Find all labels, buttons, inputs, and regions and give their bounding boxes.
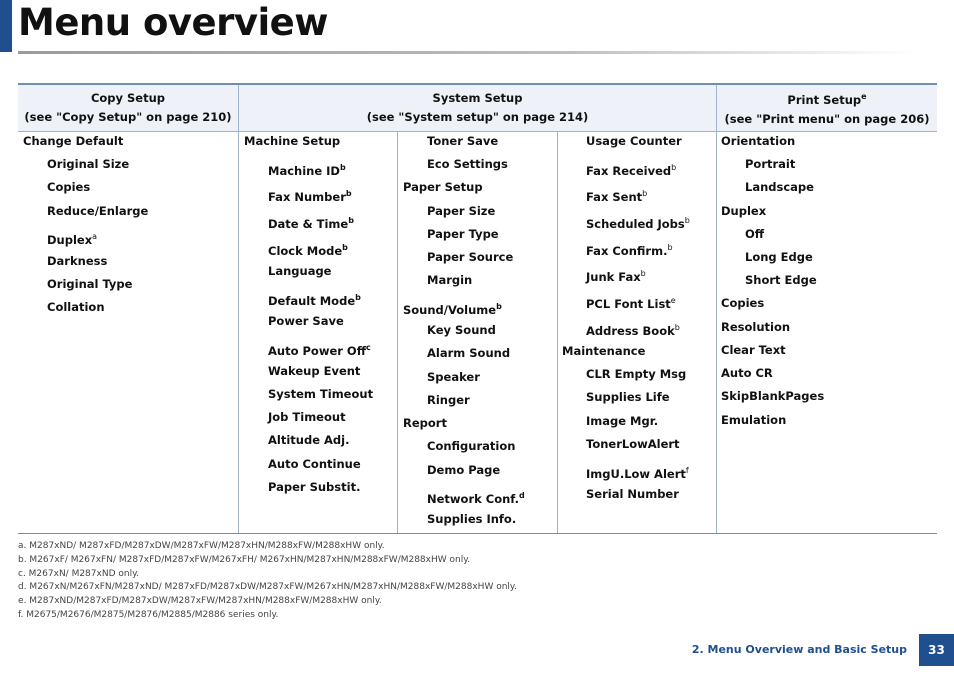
col3-menu-item bbox=[403, 416, 447, 430]
menu-item-label: Demo Page bbox=[427, 463, 501, 477]
menu-item-label: Emulation bbox=[721, 413, 787, 427]
footnote-mark: b bbox=[684, 216, 690, 225]
col1-menu-item bbox=[47, 204, 148, 218]
col2-menu-item bbox=[268, 480, 360, 494]
menu-item-label: Altitude Adj. bbox=[268, 433, 350, 447]
col4-menu-item bbox=[586, 241, 673, 258]
col4-menu-item bbox=[586, 487, 679, 501]
col5-menu-item bbox=[721, 366, 773, 380]
footnote-mark: b bbox=[496, 302, 502, 311]
footnote-mark: f bbox=[685, 466, 689, 475]
col3-menu-item bbox=[427, 250, 513, 264]
col2-menu-item bbox=[268, 433, 349, 447]
col4-menu-item bbox=[586, 390, 670, 404]
header-copy-setup-title: Copy Setup bbox=[90, 91, 166, 105]
menu-item-label: Junk Fax bbox=[586, 269, 641, 284]
footnote-mark: c bbox=[366, 343, 371, 352]
menu-item-label: Original Type bbox=[47, 277, 133, 291]
menu-item-label: Report bbox=[403, 416, 447, 430]
menu-item-label: Job Timeout bbox=[268, 410, 346, 424]
header-system-setup-ref[interactable]: (see "System setup" on page 214) bbox=[366, 110, 589, 124]
menu-item-label: Ringer bbox=[427, 393, 470, 407]
menu-item-label: Scheduled Jobs bbox=[586, 216, 685, 231]
menu-item-label: Auto Power Off bbox=[268, 343, 367, 358]
menu-item-label: Paper Substit. bbox=[268, 480, 361, 494]
footnote-mark: a bbox=[92, 232, 98, 241]
col5-menu-item bbox=[745, 273, 817, 287]
footnote-mark: e bbox=[670, 296, 676, 305]
menu-item-label: Change Default bbox=[23, 134, 124, 148]
menu-item-label: Alarm Sound bbox=[427, 346, 511, 360]
menu-item-label: Usage Counter bbox=[586, 134, 682, 148]
header-print-setup-footnote-mark: e bbox=[861, 92, 867, 102]
menu-item-label: Fax Number bbox=[268, 189, 346, 204]
header-print-setup-title-line bbox=[787, 87, 866, 110]
footnote-mark: b bbox=[345, 189, 352, 198]
col3-menu-item bbox=[403, 180, 483, 194]
column-divider bbox=[557, 131, 558, 533]
col5-menu-item bbox=[745, 250, 813, 264]
menu-item-label: Paper Setup bbox=[403, 180, 483, 194]
page-title: Menu overview bbox=[18, 1, 328, 44]
menu-item-label: Auto Continue bbox=[268, 457, 361, 471]
col5-menu-item bbox=[721, 343, 786, 357]
col4-menu-item bbox=[586, 134, 682, 148]
footnote-c: c. M267xN/ M287xND only. bbox=[18, 569, 139, 579]
col4-menu-item bbox=[586, 414, 658, 428]
col3-menu-item bbox=[427, 463, 500, 477]
col1-menu-item bbox=[47, 277, 132, 291]
menu-item-label: Off bbox=[745, 227, 765, 241]
menu-item-label: Clock Mode bbox=[268, 243, 343, 258]
footnote-f: f. M2675/M2676/M2875/M2876/M2885/M2886 series only. bbox=[18, 610, 279, 620]
menu-item-label: Supplies Life bbox=[586, 390, 670, 404]
col4-menu-item bbox=[586, 187, 647, 204]
col2-menu-item bbox=[268, 364, 360, 378]
header-copy-setup-ref[interactable]: (see "Copy Setup" on page 210) bbox=[24, 110, 232, 124]
column-divider bbox=[238, 85, 239, 533]
col3-menu-item bbox=[427, 273, 472, 287]
menu-item-label: Fax Received bbox=[586, 163, 672, 178]
menu-item-label: Machine ID bbox=[268, 163, 340, 178]
page-number: 33 bbox=[919, 634, 954, 666]
footnote-mark: b bbox=[642, 189, 648, 198]
col5-menu-item bbox=[745, 157, 795, 171]
menu-item-label: ImgU.Low Alert bbox=[586, 466, 686, 481]
menu-item-label: Maintenance bbox=[562, 344, 646, 358]
menu-item-label: TonerLowAlert bbox=[586, 437, 680, 451]
menu-item-label: Duplex bbox=[47, 232, 93, 247]
menu-item-label: Key Sound bbox=[427, 323, 496, 337]
menu-item-label: Network Conf. bbox=[427, 491, 520, 506]
col3-menu-item bbox=[427, 489, 525, 506]
footnote-mark: b bbox=[339, 163, 346, 172]
header-copy-setup bbox=[18, 85, 238, 131]
menu-item-label: SkipBlankPages bbox=[721, 389, 825, 403]
col2-menu-item bbox=[268, 241, 348, 258]
menu-item-label: Reduce/Enlarge bbox=[47, 204, 149, 218]
footnote-mark: b bbox=[342, 243, 348, 252]
col5-menu-item bbox=[721, 296, 764, 310]
menu-item-label: Portrait bbox=[745, 157, 796, 171]
menu-item-label: Paper Source bbox=[427, 250, 514, 264]
menu-item-label: Date & Time bbox=[268, 216, 349, 231]
column-divider bbox=[716, 85, 717, 533]
col1-menu-item bbox=[47, 230, 97, 247]
menu-item-label: PCL Font List bbox=[586, 296, 671, 311]
menu-item-label: Duplex bbox=[721, 204, 767, 218]
menu-item-label: Machine Setup bbox=[244, 134, 341, 148]
menu-item-label: Serial Number bbox=[586, 487, 679, 501]
col3-menu-item bbox=[427, 370, 480, 384]
col3-menu-item bbox=[427, 512, 516, 526]
menu-item-label: Configuration bbox=[427, 439, 516, 453]
menu-item-label: Speaker bbox=[427, 370, 480, 384]
col3-menu-item bbox=[427, 439, 515, 453]
menu-item-label: System Timeout bbox=[268, 387, 374, 401]
col5-menu-item bbox=[721, 389, 824, 403]
menu-item-label: Image Mgr. bbox=[586, 414, 659, 428]
menu-item-label: CLR Empty Msg bbox=[586, 367, 687, 381]
col4-menu-item bbox=[586, 267, 646, 284]
title-accent-bar bbox=[0, 0, 12, 52]
footnote-mark: b bbox=[355, 293, 361, 302]
footnote-mark: b bbox=[671, 163, 677, 172]
col2-menu-item bbox=[244, 134, 340, 148]
header-system-setup-title: System Setup bbox=[432, 91, 523, 105]
col5-menu-item bbox=[721, 413, 786, 427]
col5-menu-item bbox=[745, 180, 814, 194]
col2-menu-item bbox=[268, 161, 346, 178]
col3-menu-item bbox=[427, 346, 510, 360]
header-system-setup bbox=[239, 85, 716, 131]
menu-item-label: Sound/Volume bbox=[403, 302, 497, 317]
col3-menu-item bbox=[427, 323, 496, 337]
col4-menu-item bbox=[586, 214, 690, 231]
table-bottom-border bbox=[18, 533, 937, 534]
col4-menu-item bbox=[586, 464, 689, 481]
menu-item-label: Fax Confirm. bbox=[586, 243, 668, 258]
col3-menu-item bbox=[427, 157, 508, 171]
menu-item-label: Collation bbox=[47, 300, 105, 314]
menu-item-label: Landscape bbox=[745, 180, 814, 194]
menu-item-label: Resolution bbox=[721, 320, 791, 334]
header-print-setup bbox=[717, 85, 937, 131]
col5-menu-item bbox=[721, 134, 795, 148]
footnote-mark: b bbox=[348, 216, 354, 225]
menu-item-label: Wakeup Event bbox=[268, 364, 361, 378]
menu-item-label: Default Mode bbox=[268, 293, 356, 308]
footnote-mark: b bbox=[667, 243, 673, 252]
menu-item-label: Paper Type bbox=[427, 227, 499, 241]
col4-menu-item bbox=[586, 321, 680, 338]
col3-menu-item bbox=[427, 204, 495, 218]
header-print-setup-ref[interactable]: (see "Print menu" on page 206) bbox=[724, 111, 930, 126]
menu-item-label: Orientation bbox=[721, 134, 796, 148]
col2-menu-item bbox=[268, 387, 373, 401]
column-divider bbox=[397, 131, 398, 533]
col2-menu-item bbox=[268, 457, 361, 471]
footnote-e: e. M287xND/M287xFD/M287xDW/M287xFW/M287xHN/M288xFW/M288xHW only. bbox=[18, 596, 382, 606]
col4-menu-item bbox=[586, 294, 676, 311]
footnote-b: b. M267xF/ M267xFN/ M287xFD/M287xFW/M267xFH/ M267xHN/M287xHN/M288xFW/M288xHW only. bbox=[18, 555, 471, 565]
menu-item-label: Clear Text bbox=[721, 343, 786, 357]
menu-item-label: Address Book bbox=[586, 323, 675, 338]
col1-menu-item bbox=[47, 254, 107, 268]
title-underline bbox=[18, 51, 918, 54]
col2-menu-item bbox=[268, 291, 361, 308]
col5-menu-item bbox=[745, 227, 764, 241]
menu-item-label: Margin bbox=[427, 273, 473, 287]
col2-menu-item bbox=[268, 187, 352, 204]
footnote-a: a. M287xND/ M287xFD/M287xDW/M287xFW/M287xHN/M288xFW/M288xHW only. bbox=[18, 541, 385, 551]
menu-item-label: Short Edge bbox=[745, 273, 817, 287]
col1-menu-item bbox=[47, 180, 90, 194]
col2-menu-item bbox=[268, 214, 354, 231]
menu-item-label: Darkness bbox=[47, 254, 108, 268]
footer-section-title: 2. Menu Overview and Basic Setup bbox=[691, 643, 907, 656]
footnote-mark: b bbox=[674, 323, 680, 332]
col4-menu-item bbox=[562, 344, 645, 358]
menu-item-label: Long Edge bbox=[745, 250, 813, 264]
header-print-setup-title: Print Setup bbox=[787, 92, 862, 107]
menu-item-label: Copies bbox=[47, 180, 91, 194]
col1-menu-item bbox=[23, 134, 123, 148]
menu-item-label: Original Size bbox=[47, 157, 130, 171]
col5-menu-item bbox=[721, 204, 766, 218]
col4-menu-item bbox=[586, 367, 686, 381]
footnote-mark: b bbox=[640, 269, 646, 278]
col1-menu-item bbox=[47, 300, 105, 314]
col4-menu-item bbox=[586, 161, 676, 178]
col3-menu-item bbox=[403, 300, 502, 317]
menu-item-label: Eco Settings bbox=[427, 157, 508, 171]
menu-item-label: Fax Sent bbox=[586, 189, 643, 204]
menu-item-label: Toner Save bbox=[427, 134, 499, 148]
col5-menu-item bbox=[721, 320, 790, 334]
menu-item-label: Copies bbox=[721, 296, 765, 310]
menu-item-label: Paper Size bbox=[427, 204, 496, 218]
col3-menu-item bbox=[427, 227, 499, 241]
col2-menu-item bbox=[268, 341, 371, 358]
col3-menu-item bbox=[427, 393, 470, 407]
menu-item-label: Power Save bbox=[268, 314, 344, 328]
menu-item-label: Auto CR bbox=[721, 366, 773, 380]
menu-item-label: Language bbox=[268, 264, 332, 278]
menu-item-label: Supplies Info. bbox=[427, 512, 517, 526]
col4-menu-item bbox=[586, 437, 680, 451]
col2-menu-item bbox=[268, 314, 344, 328]
footnote-mark: d bbox=[519, 491, 525, 500]
col2-menu-item bbox=[268, 264, 332, 278]
col1-menu-item bbox=[47, 157, 129, 171]
col2-menu-item bbox=[268, 410, 346, 424]
col3-menu-item bbox=[427, 134, 498, 148]
footnote-d: d. M267xN/M267xFN/M287xND/ M287xFD/M287xDW/M287xFW/M267xHN/M287xHN/M288xFW/M288xHW only. bbox=[18, 582, 517, 592]
